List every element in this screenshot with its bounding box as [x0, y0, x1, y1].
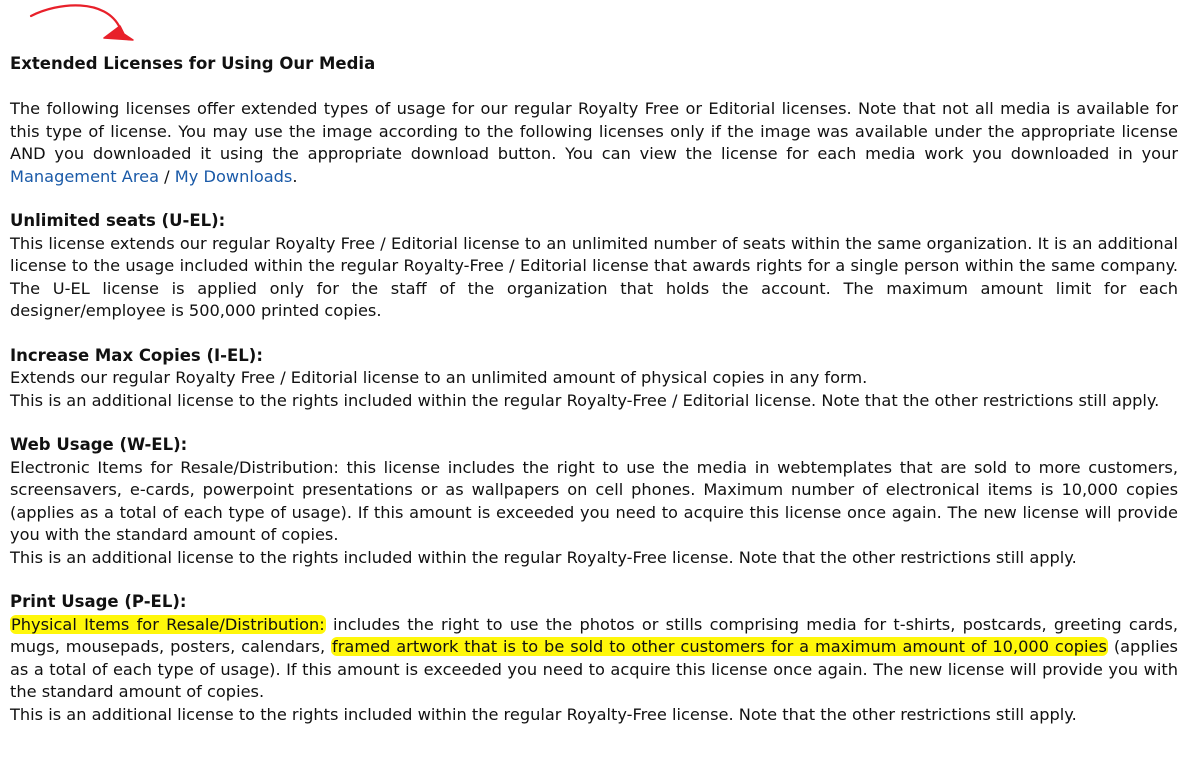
print-usage-text-2: (applies as a total of each type of usage). If this amount is exceeded you need to acquire this license once again. The new license will provide you with the standard amount of copies. — [10, 637, 1178, 701]
increase-copies-line-2: This is an additional license to the rights included within the regular Royalty-Free / Editorial license. Note that the other restrictions still apply. — [10, 390, 1160, 410]
print-usage-text-1: includes the right to use the photos or stills comprising media for t-shirts, postcards, greeting cards, mugs, mousepads, posters, calendars, — [10, 614, 1178, 656]
highlighted-physical-items: Physical Items for Resale/Distribution: — [11, 614, 325, 634]
print-usage-note: This is an additional license to the rights included within the regular Royalty-Free license. Note that the other restrictions still apply. — [10, 704, 1077, 724]
increase-copies-line-1: Extends our regular Royalty Free / Editorial license to an unlimited amount of physical copies in any form. — [10, 368, 868, 387]
link-separator: / — [159, 166, 175, 186]
unlimited-seats-body: This license extends our regular Royalty Free / Editorial license to an unlimited number of seats within the same organization. It is an additional license to the usage included within the regular Royalty-Free / Editorial license that awards rights for a single person within the same company. The U-EL license is applied only for the staff of the organization that holds the account. The maximum amount limit for each designer/employee is 500,000 printed copies. — [10, 233, 1178, 320]
red-curved-arrow-icon — [28, 0, 140, 52]
management-area-link[interactable]: Management Area — [10, 166, 160, 186]
heading-increase-copies: Increase Max Copies (I-EL): — [10, 345, 263, 365]
heading-print-usage: Print Usage (P-EL): — [10, 592, 187, 611]
heading-web-usage: Web Usage (W-EL): — [10, 435, 188, 454]
intro-end: . — [292, 166, 298, 186]
intro-text: The following licenses offer extended types of usage for our regular Royalty Free or Editorial licenses. Note that not all media is available for this type of license. You may use the image according to the following licenses only if the image was available under the appropriate license AND you downloaded it using the appropriate download button. You can view the license for each media work you downloaded in your — [10, 99, 1178, 163]
section-unlimited-seats — [10, 210, 1178, 323]
section-web-usage — [10, 434, 1178, 569]
page-title: Extended Licenses for Using Our Media — [10, 54, 376, 73]
section-increase-copies — [10, 345, 1178, 413]
highlighted-framed-artwork: framed artwork that is to be sold to other customers for a maximum amount of 10,000 copies — [332, 637, 1107, 656]
license-document — [10, 53, 1178, 726]
heading-unlimited-seats: Unlimited seats (U-EL): — [10, 211, 226, 230]
my-downloads-link[interactable]: My Downloads — [174, 166, 293, 186]
section-print-usage — [10, 591, 1178, 726]
web-usage-body: Electronic Items for Resale/Distribution: this license includes the right to use the media in webtemplates that are sold to more customers, screensavers, e-cards, powerpoint presentations or as wallpapers on cell phones. Maximum number of electronical items is 10,000 copies (applies as a total of each type of usage). If this amount is exceeded you need to acquire this license once again. The new license will provide you with the standard amount of copies. — [10, 457, 1178, 544]
print-usage-body — [10, 614, 1178, 704]
web-usage-note: This is an additional license to the rights included within the regular Royalty-Free license. Note that the other restrictions still apply. — [10, 547, 1077, 567]
intro-paragraph — [10, 98, 1178, 188]
